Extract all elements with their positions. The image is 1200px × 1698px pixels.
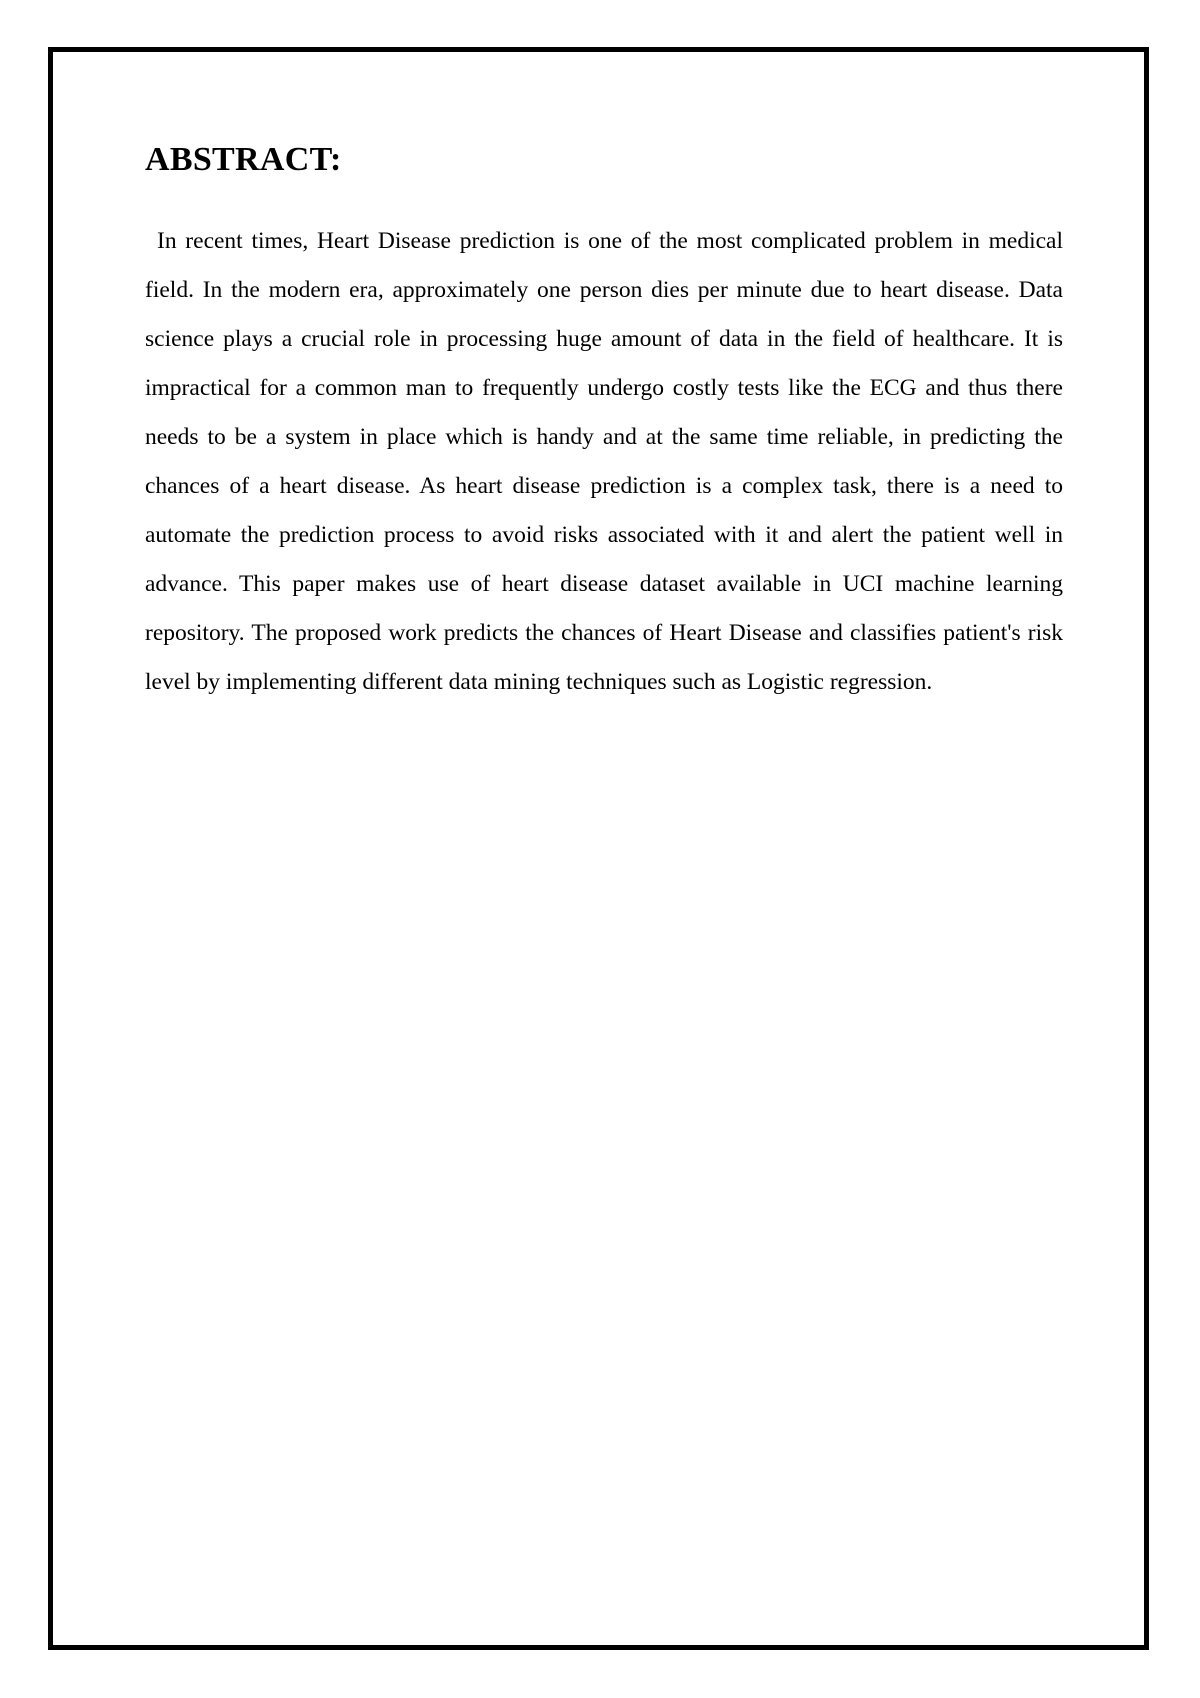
page-content (145, 140, 1063, 707)
abstract-paragraph: In recent times, Heart Disease prediction is one of the most complicated problem in medical field. In the modern era, approximately one person dies per minute due to heart disease. Data science plays a crucial role in processing huge amount of data in the field of healthcare. It is impractical for a common man to frequently undergo costly tests like the ECG and thus there needs to be a system in place which is handy and at the same time reliable, in predicting the chances of a heart disease. As heart disease prediction is a complex task, there is a need to automate the prediction process to avoid risks associated with it and alert the patient well in advance. This paper makes use of heart disease dataset available in UCI machine learning repository. The proposed work predicts the chances of Heart Disease and classifies patient's risk level by implementing different data mining techniques such as Logistic regression. (145, 228, 1063, 695)
abstract-heading: ABSTRACT: (145, 141, 342, 178)
